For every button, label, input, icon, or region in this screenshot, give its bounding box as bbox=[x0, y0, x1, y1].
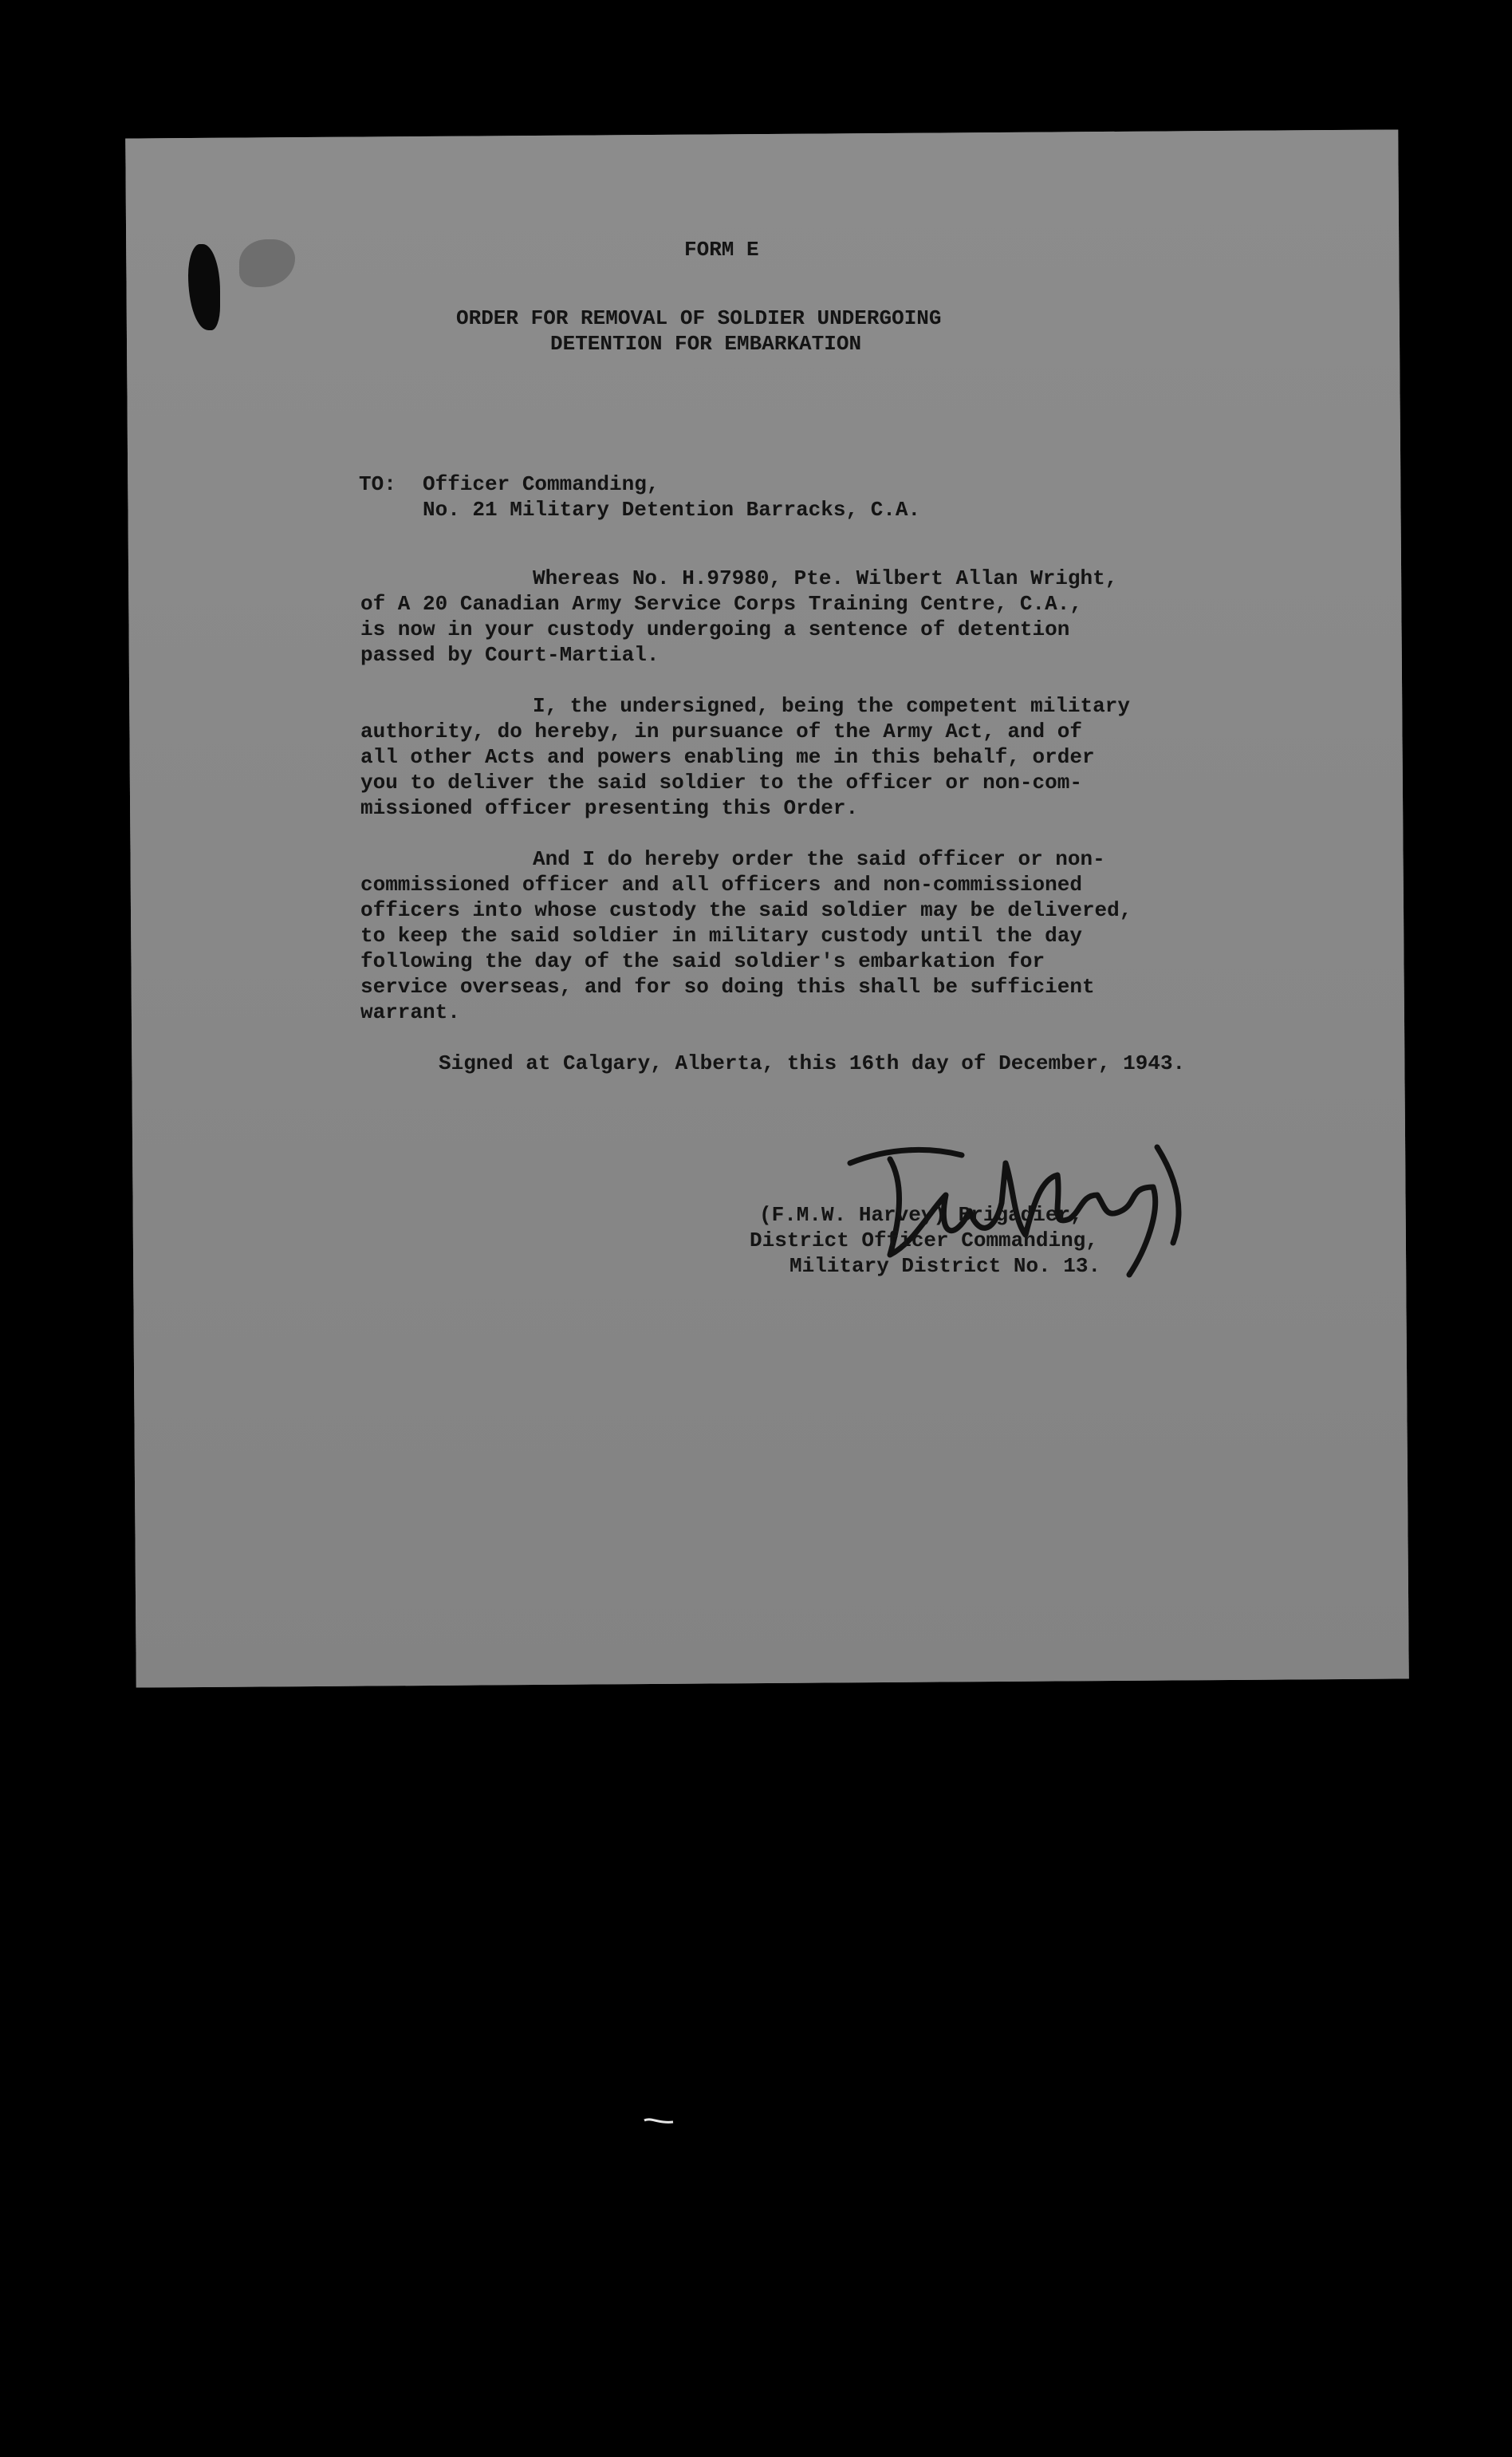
paragraph-1-line: Whereas No. H.97980, Pte. Wilbert Allan Wright, bbox=[533, 566, 1118, 590]
document-title-line-2: DETENTION FOR EMBARKATION bbox=[550, 332, 862, 356]
paragraph-2-line: I, the undersigned, being the competent military bbox=[533, 694, 1130, 718]
paragraph-3-line: to keep the said soldier in military custody until the day bbox=[360, 924, 1082, 948]
signed-place-date: Signed at Calgary, Alberta, this 16th day of December, 1943. bbox=[439, 1051, 1186, 1075]
paragraph-3-line: warrant. bbox=[360, 1000, 460, 1024]
paragraph-3-line: following the day of the said soldier's embarkation for bbox=[360, 949, 1045, 973]
paragraph-2-line: authority, do hereby, in pursuance of the Army Act, and of bbox=[360, 720, 1082, 743]
addressee-line-2: No. 21 Military Detention Barracks, C.A. bbox=[423, 498, 921, 522]
paragraph-3-line: service overseas, and for so doing this shall be sufficient bbox=[360, 975, 1095, 999]
paragraph-3-line: commissioned officer and all officers and non-commissioned bbox=[360, 873, 1082, 897]
addressee-label: TO: bbox=[359, 472, 396, 496]
signatory-name-rank: (F.M.W. Harvey) Brigadier, bbox=[759, 1203, 1083, 1227]
paragraph-2-line: you to deliver the said soldier to the officer or non-com- bbox=[360, 771, 1082, 795]
scan-speck bbox=[643, 2116, 675, 2127]
paragraph-1-line: of A 20 Canadian Army Service Corps Training Centre, C.A., bbox=[360, 592, 1082, 616]
paragraph-3-line: And I do hereby order the said officer or non- bbox=[533, 847, 1105, 871]
paragraph-2-line: missioned officer presenting this Order. bbox=[360, 796, 859, 820]
paragraph-1-line: passed by Court-Martial. bbox=[360, 643, 660, 667]
paragraph-3-line: officers into whose custody the said soldier may be delivered, bbox=[360, 898, 1132, 922]
form-mark: FORM E bbox=[684, 238, 759, 262]
paragraph-2-line: all other Acts and powers enabling me in this behalf, order bbox=[360, 745, 1095, 769]
addressee-line-1: Officer Commanding, bbox=[423, 472, 660, 496]
document-title-line-1: ORDER FOR REMOVAL OF SOLDIER UNDERGOING bbox=[456, 306, 942, 330]
signatory-district: Military District No. 13. bbox=[789, 1254, 1101, 1278]
paragraph-1-line: is now in your custody undergoing a sentence of detention bbox=[360, 617, 1070, 641]
signatory-title: District Officer Commanding, bbox=[750, 1228, 1098, 1252]
